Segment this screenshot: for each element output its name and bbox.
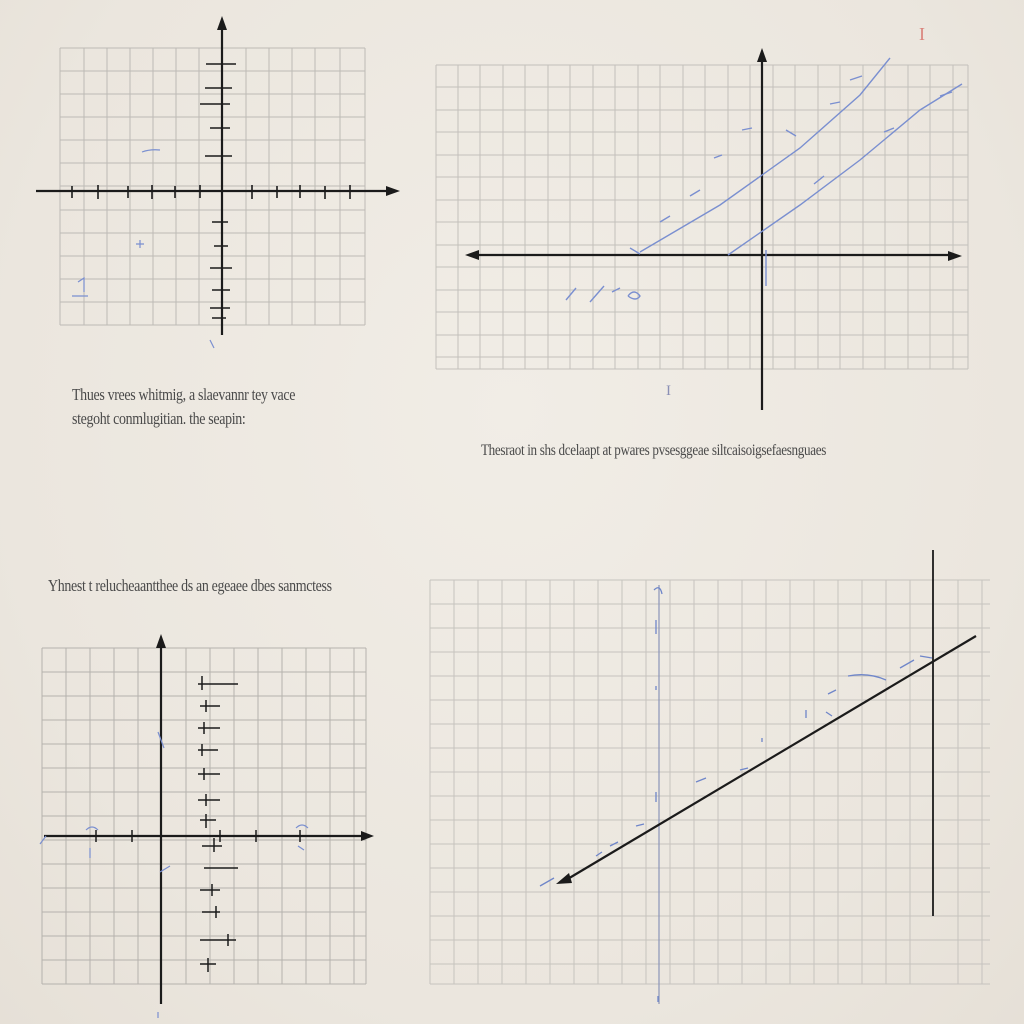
stray-mark: I [666,383,671,399]
grid-lines [430,580,990,984]
caption-top-left [72,383,295,431]
caption-top-right: Thesraot in shs dcelaapt at pwares pvsesggeae siltcaisoigsefaesnguaes [481,442,826,459]
axes [659,550,933,1004]
caption-top-left-line-2: stegoht conmlugitian. the seapin: [72,409,246,428]
main-line-arrow [556,873,572,884]
caption-bottom-left-title: Yhnest t relucheaantthee ds an egeaee dbes sanmctess [48,576,332,595]
caption-top-left-line-1: Thues vrees whitmig, a slaevannr tey vace [72,385,296,404]
corner-mark: I [919,24,925,44]
